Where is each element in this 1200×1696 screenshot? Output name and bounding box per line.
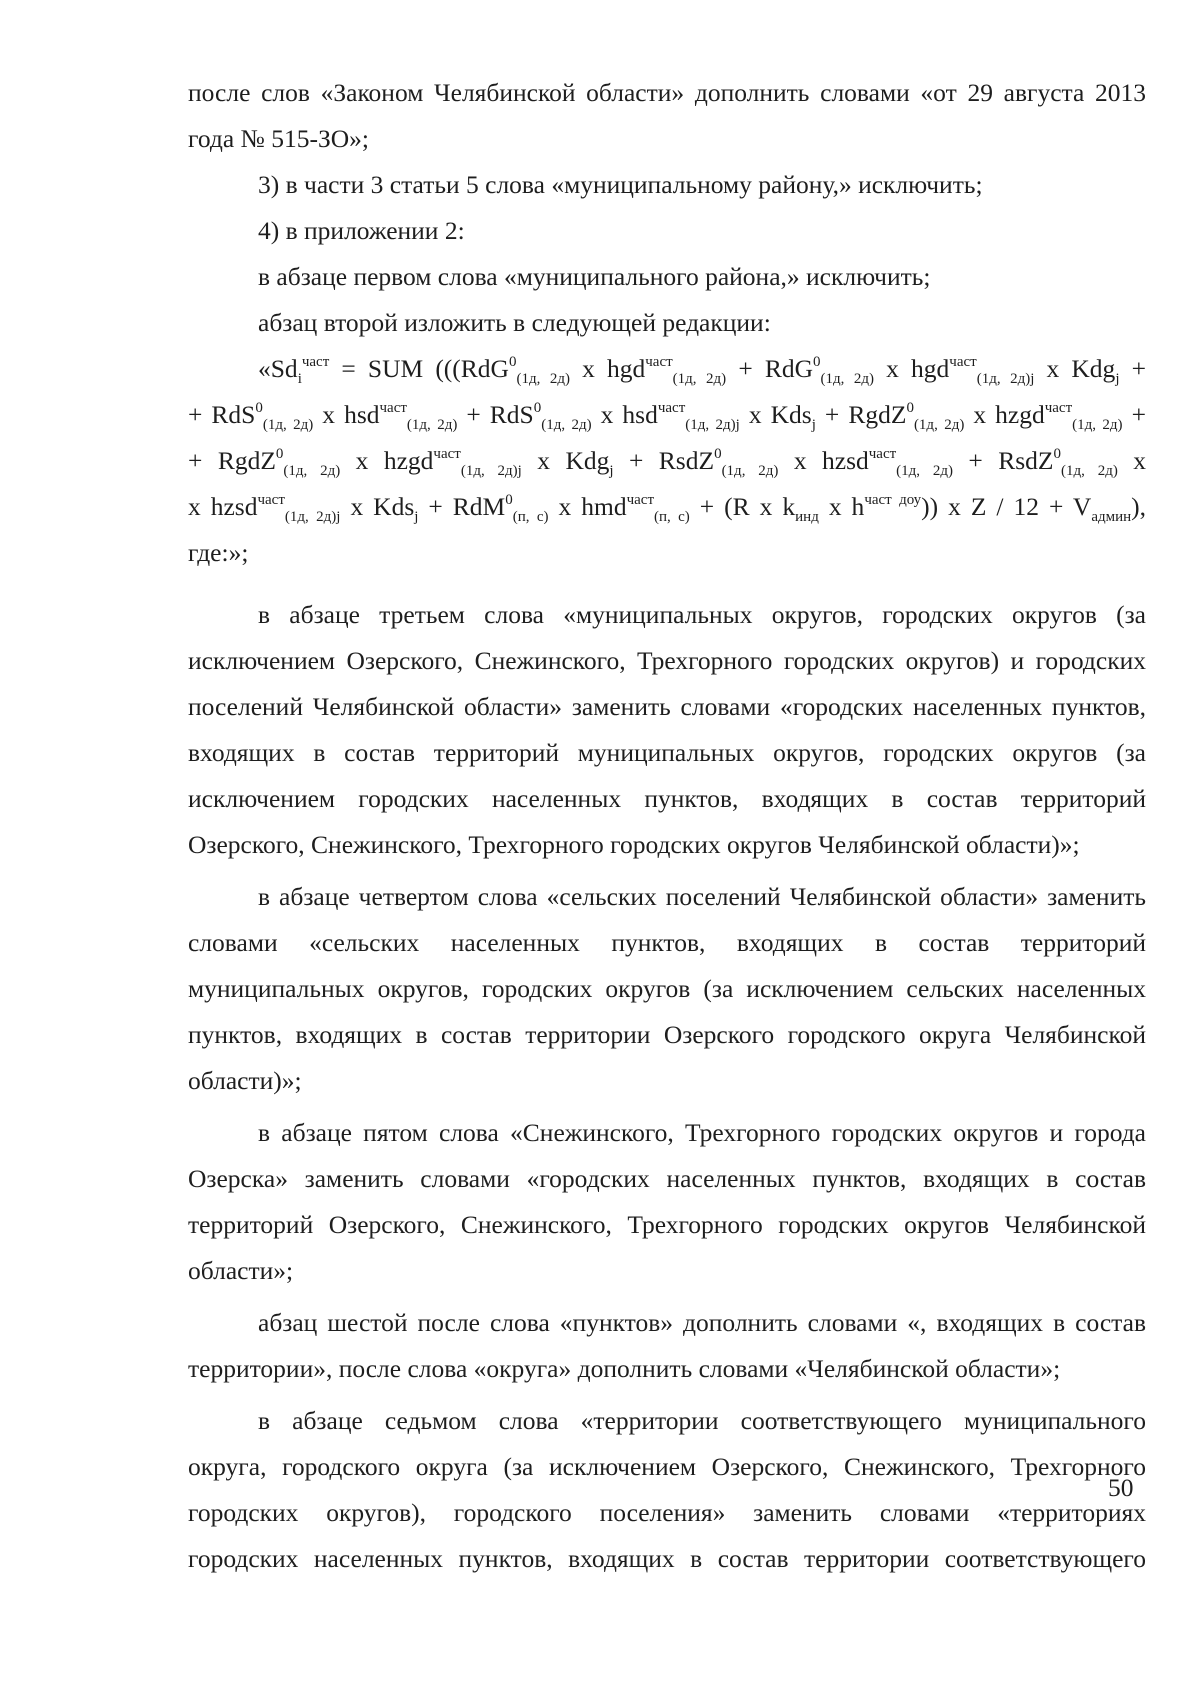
paragraph-abzac-6: [188, 1300, 1146, 1392]
text-line: области)»;: [188, 1066, 302, 1095]
text-line: в абзаце пятом слова «Снежинского, Трехгорного городских округов и города: [258, 1118, 1146, 1147]
text-line: исключением Озерского, Снежинского, Трехгорного городских округов) и городских: [188, 646, 1146, 675]
amendment-item-3: 3) в части 3 статьи 5 слова «муниципальному району,» исключить;: [258, 170, 983, 199]
paragraph-abzac-5: [188, 1110, 1146, 1294]
text-line: территории», после слова «округа» дополнить словами «Челябинской области»;: [188, 1354, 1061, 1383]
text-line: в абзаце седьмом слова «территории соответствующего муниципального: [258, 1406, 1146, 1435]
formula-line-3: + RgdZ$^0_{(1д, 2д)}$ x hzgd$^{част}_{(1д, 2д)j}$ x Kdg$_j$ + RsdZ$^0_{(1д, 2д)}$ x hzsd$^{част}_{(1д, 2д)}$ + RsdZ$^0_{(1д, 2д)}$ x: [188, 446, 1147, 479]
text-line: муниципальных округов, городских округов (за исключением сельских населенных: [188, 974, 1146, 1003]
text-line: в абзаце третьем слова «муниципальных округов, городских округов (за: [258, 600, 1146, 629]
document-page: [188, 70, 1146, 1582]
page-number: 50: [1108, 1473, 1134, 1502]
formula-tail: где:»;: [188, 538, 249, 567]
text-line: Озерского, Снежинского, Трехгорного городских округов Челябинской области)»;: [188, 830, 1080, 859]
text-line: поселений Челябинской области» заменить словами «городских населенных пунктов,: [188, 692, 1146, 721]
text-line: округа, городского округа (за исключением Озерского, Снежинского, Трехгорного: [188, 1452, 1146, 1481]
text-line: абзац шестой после слова «пунктов» дополнить словами «, входящих в состав: [258, 1308, 1146, 1337]
text-line: входящих в состав территорий муниципальных округов, городских округов (за: [188, 738, 1146, 767]
paragraph-abzac-7: [188, 1398, 1146, 1582]
formula-line-4: x hzsd$^{част}_{(1д, 2д)j}$ x Kds$_j$ + RdM$^0_{(п, с)}$ x hmd$^{част}_{(п, с)}$ + (R x $k_{инд}$ x $h^{част доу}$)) x $Z / 12 + V_{админ}$),: [188, 492, 1147, 525]
text-line: городских округов), городского поселения» заменить словами «территориях: [188, 1498, 1146, 1527]
text-line: словами «сельских населенных пунктов, входящих в состав территорий: [188, 928, 1146, 957]
paragraph-abzac-4: [188, 874, 1146, 1104]
text-line: территорий Озерского, Снежинского, Трехгорного городских округов Челябинской: [188, 1210, 1146, 1239]
text-line: исключением городских населенных пунктов, входящих в состав территорий: [188, 784, 1146, 813]
text-line: года № 515-ЗО»;: [188, 124, 369, 153]
formula-line-1: «$Sd_i^{част}$ = SUM (((RdG$^0_{(1д, 2д)}$ x hgd$^{част}_{(1д, 2д)}$ + RdG$^0_{(1д, 2д)}$ x hgd$^{част}_{(1д, 2д)j}$ x Kdg$_j$ +: [258, 354, 1146, 387]
text-line: в абзаце первом слова «муниципального района,» исключить;: [258, 262, 931, 291]
amendment-item-4: 4) в приложении 2:: [258, 216, 465, 245]
text-line: городских населенных пунктов, входящих в состав территории соответствующего: [188, 1544, 1146, 1573]
paragraph-abzac-3: [188, 592, 1146, 868]
text-line: Озерска» заменить словами «городских населенных пунктов, входящих в состав: [188, 1164, 1146, 1193]
formula-line-2: + RdS$^0_{(1д, 2д)}$ x hsd$^{част}_{(1д, 2д)}$ + RdS$^0_{(1д, 2д)}$ x hsd$^{част}_{(1д, 2д)j}$ x Kds$_j$ + RgdZ$^0_{(1д, 2д)}$ x hzgd$^{част}_{(1д, 2д)}$ +: [188, 400, 1146, 433]
text-line: после слов «Законом Челябинской области» дополнить словами «от 29 августа 2013: [188, 78, 1146, 107]
text-line: абзац второй изложить в следующей редакции:: [258, 308, 771, 337]
text-line: в абзаце четвертом слова «сельских поселений Челябинской области» заменить: [258, 882, 1146, 911]
text-line: пунктов, входящих в состав территории Озерского городского округа Челябинской: [188, 1020, 1146, 1049]
text-line: области»;: [188, 1256, 294, 1285]
